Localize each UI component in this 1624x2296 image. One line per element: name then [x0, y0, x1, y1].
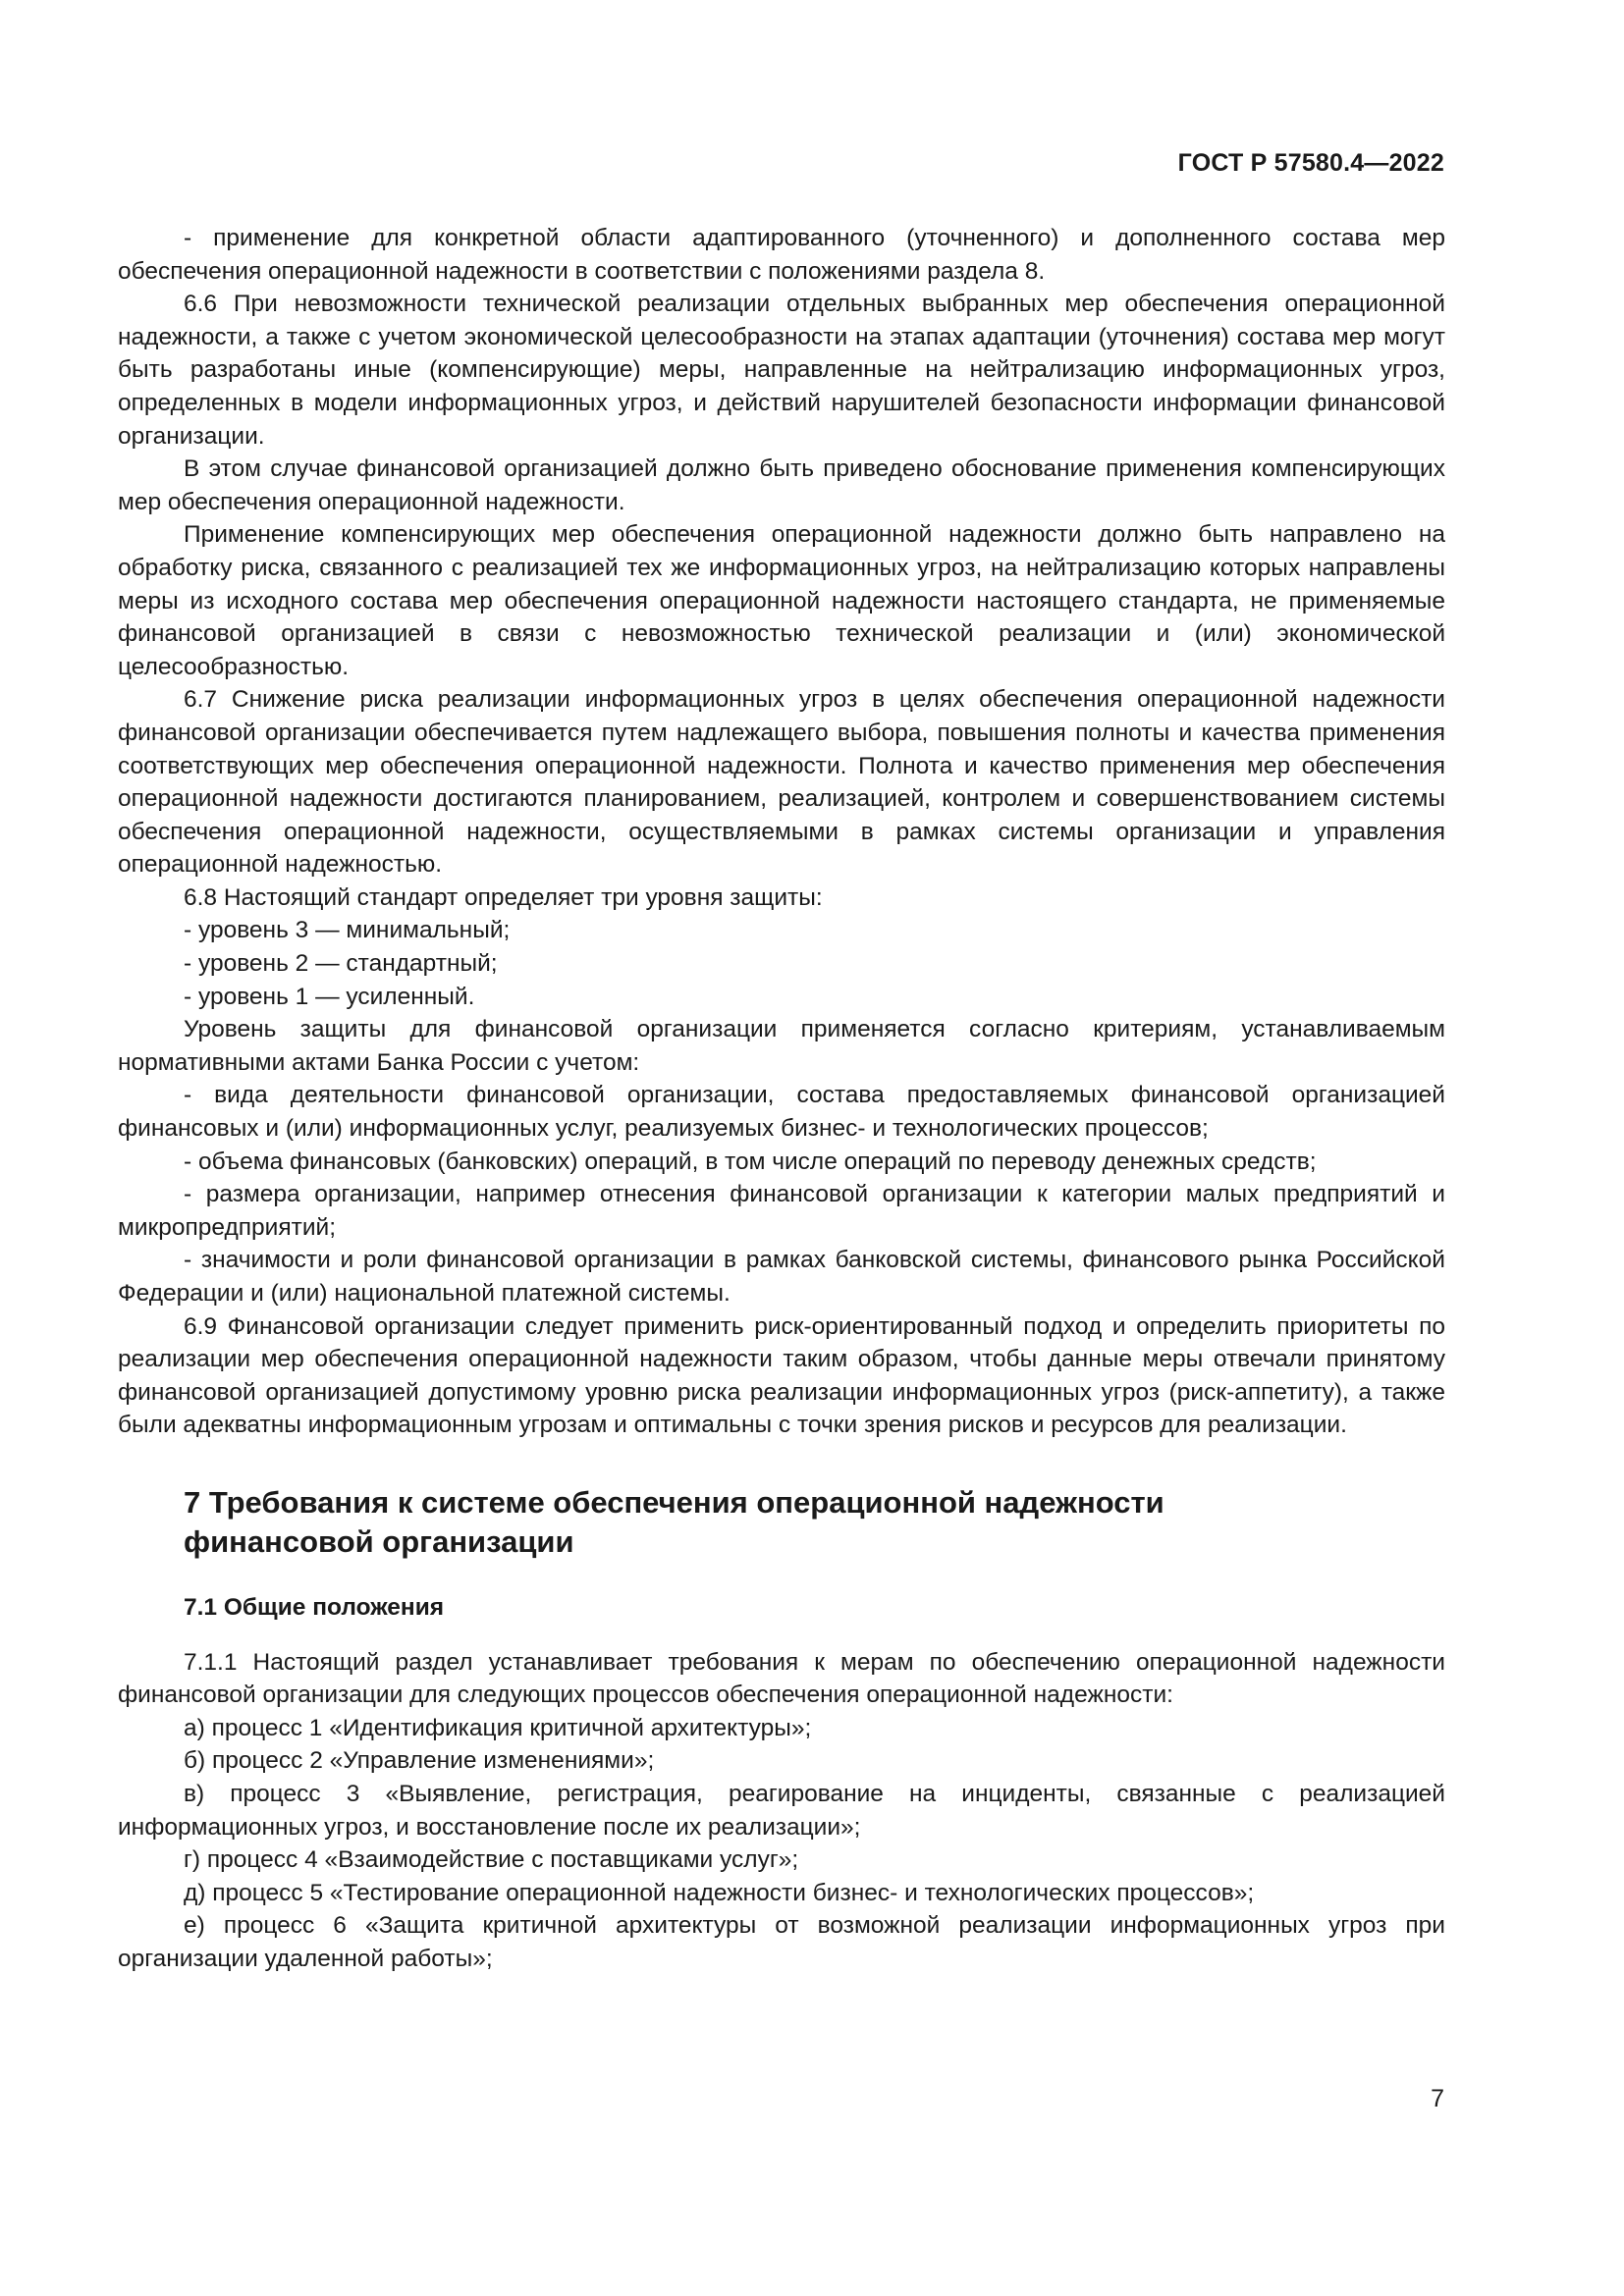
paragraph: - применение для конкретной области адаптированного (уточненного) и дополненного состава мер обеспечения операционной надежности в соответствии с положениями раздела 8.: [118, 225, 1445, 285]
list-item-level-1: - уровень 1 — усиленный.: [184, 983, 475, 1010]
list-item-process-6: е) процесс 6 «Защита критичной архитектуры от возможной реализации информационных угроз при организации удаленной работы»;: [118, 1912, 1445, 1972]
list-item: - размера организации, например отнесения финансовой организации к категории малых предприятий и микропредприятий;: [118, 1181, 1445, 1241]
section-title-line: финансовой организации: [184, 1523, 574, 1559]
paragraph-6-9: 6.9 Финансовой организации следует применить риск-ориентированный подход и определить приоритеты по реализации мер обеспечения операционной надежности таким образом, чтобы данные меры отвечали принятому финансовой организацией допустимому уровню риска реализации информационных угроз (риск-аппетиту), а также были адекватны информационным угрозам и оптимальны с точки зрения рисков и ресурсов для реализации.: [118, 1312, 1445, 1439]
paragraph-7-1-1: 7.1.1 Настоящий раздел устанавливает требования к мерам по обеспечению операционной надежности финансовой организации для следующих процессов обеспечения операционной надежности:: [118, 1648, 1445, 1709]
list-item: - вида деятельности финансовой организации, состава предоставляемых финансовой организацией финансовых и (или) информационных услуг, реализуемых бизнес- и технологических процессов;: [118, 1082, 1445, 1143]
paragraph: В этом случае финансовой организацией должно быть приведено обоснование применения компенсирующих мер обеспечения операционной надежности.: [118, 455, 1445, 515]
paragraph-6-6: 6.6 При невозможности технической реализации отдельных выбранных мер обеспечения операционной надежности, а также с учетом экономической целесообразности на этапах адаптации (уточнения) состава мер могут быть разработаны иные (компенсирующие) меры, направленные на нейтрализацию информационных угроз, определенных в модели информационных угроз, и действий нарушителей безопасности информации финансовой организации.: [118, 291, 1445, 450]
paragraph: Уровень защиты для финансовой организации применяется согласно критериям, устанавливаемым нормативными актами Банка России с учетом:: [118, 1016, 1445, 1076]
list-item-process-2: б) процесс 2 «Управление изменениями»;: [184, 1747, 655, 1775]
list-item-level-3: - уровень 3 — минимальный;: [184, 917, 511, 944]
list-item: - объема финансовых (банковских) операций, в том числе операций по переводу денежных средств;: [184, 1148, 1317, 1175]
paragraph-6-7: 6.7 Снижение риска реализации информационных угроз в целях обеспечения операционной надежности финансовой организации обеспечивается путем надлежащего выбора, повышения полноты и качества применения соответствующих мер обеспечения операционной надежности. Полнота и качество применения мер обеспечения операционной надежности достигаются планированием, реализацией, контролем и совершенствованием системы обеспечения операционной надежности, осуществляемыми в рамках системы организации и управления операционной надежностью.: [118, 686, 1445, 879]
list-item-process-5: д) процесс 5 «Тестирование операционной надежности бизнес- и технологических процессов»;: [184, 1879, 1255, 1906]
list-item-process-4: г) процесс 4 «Взаимодействие с поставщиками услуг»;: [184, 1846, 799, 1874]
section-7-title: [118, 1483, 1445, 1562]
subsection-7-1-title: 7.1 Общие положения: [184, 1593, 445, 1621]
paragraph: Применение компенсирующих мер обеспечения операционной надежности должно быть направлено на обработку риска, связанного с реализацией тех же информационных угроз, на нейтрализацию которых направлены меры из исходного состава мер обеспечения операционной надежности настоящего стандарта, не применяемые финансовой организацией в связи с невозможностью технической реализации и (или) экономической целесообразностью.: [118, 521, 1445, 680]
paragraph-6-8: 6.8 Настоящий стандарт определяет три уровня защиты:: [184, 883, 823, 911]
list-item-level-2: - уровень 2 — стандартный;: [184, 950, 498, 978]
page-body: [118, 222, 1445, 1976]
list-item: - значимости и роли финансовой организации в рамках банковской системы, финансового рынка Российской Федерации и (или) национальной платежной системы.: [118, 1247, 1445, 1307]
page-number: 7: [1431, 2085, 1444, 2112]
list-item-process-3: в) процесс 3 «Выявление, регистрация, реагирование на инциденты, связанные с реализацией информационных угроз, и восстановление после их реализации»;: [118, 1780, 1445, 1841]
section-title-line: 7 Требования к системе обеспечения операционной надежности: [184, 1484, 1164, 1520]
document-code: ГОСТ Р 57580.4—2022: [1177, 149, 1444, 177]
list-item-process-1: а) процесс 1 «Идентификация критичной архитектуры»;: [184, 1714, 812, 1741]
